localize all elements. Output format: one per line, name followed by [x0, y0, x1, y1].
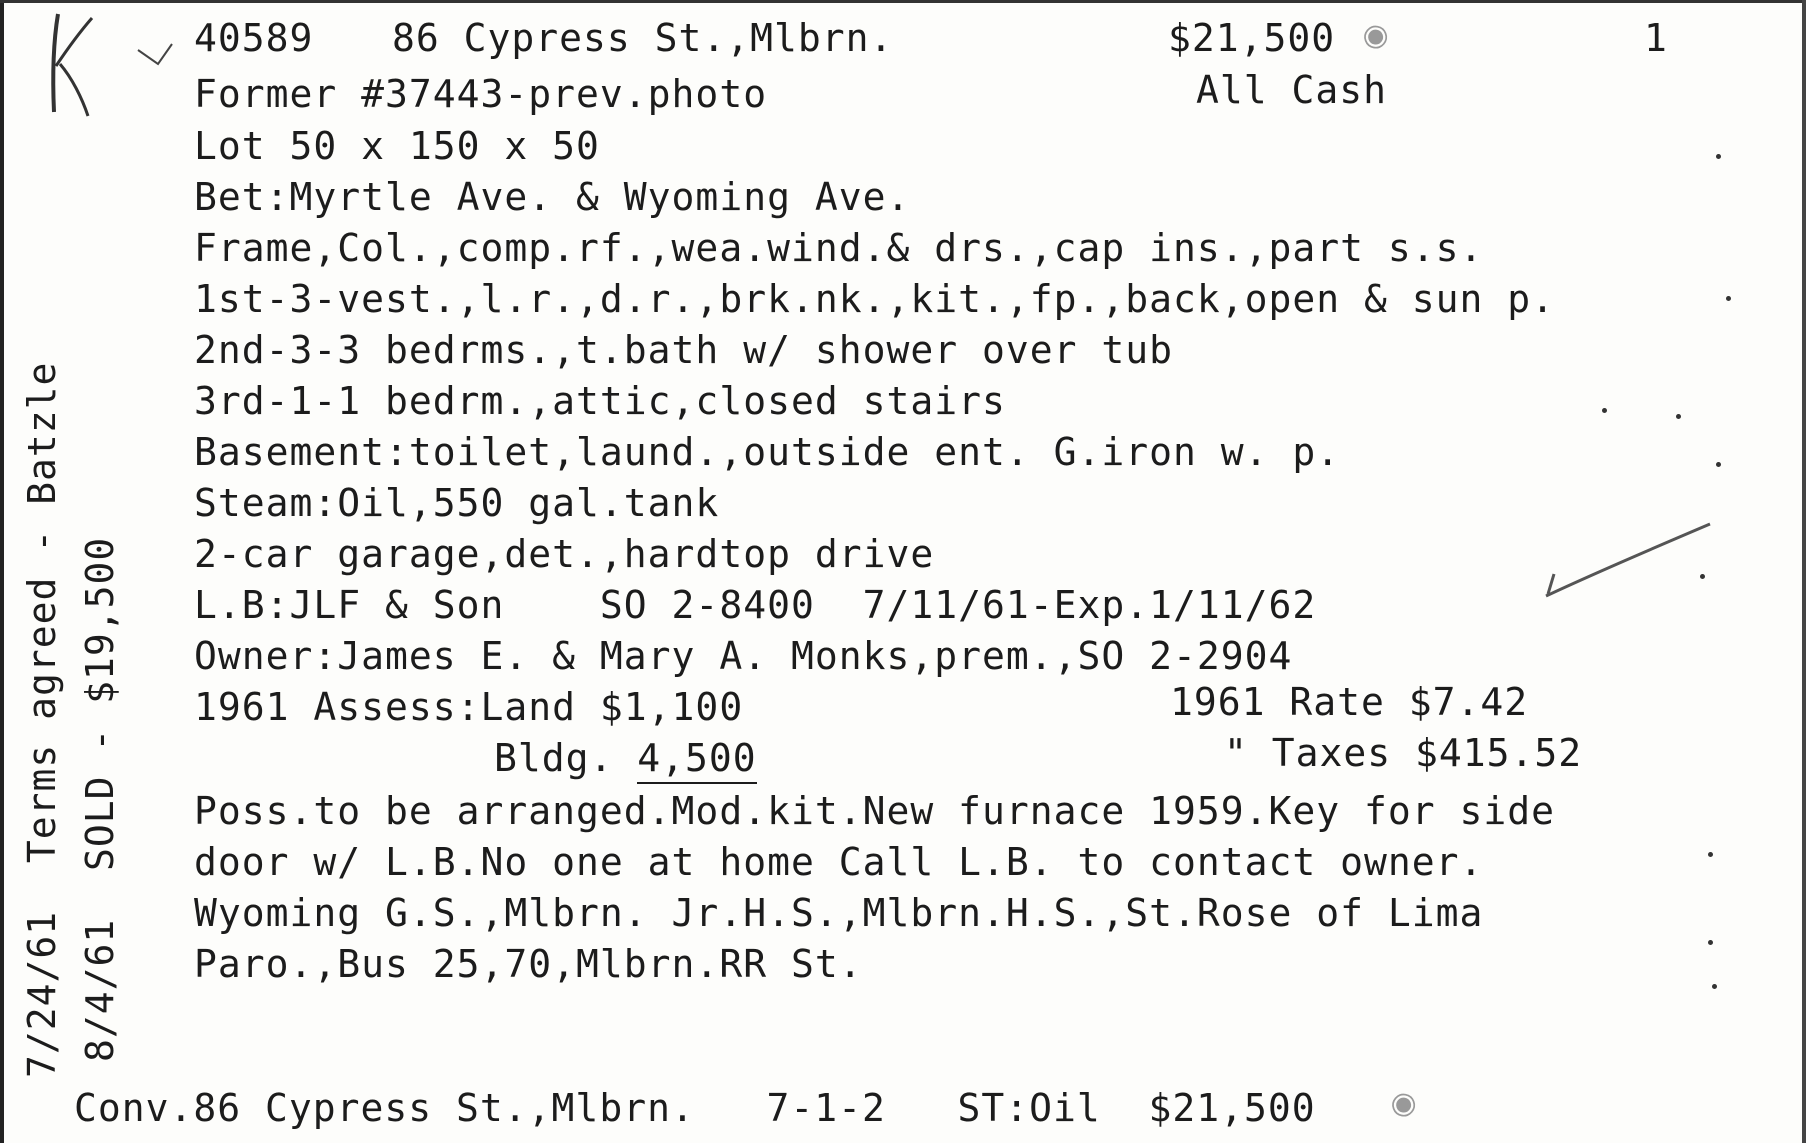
remarks-line-2: door w/ L.B.No one at home Call L.B. to contact owner.	[194, 840, 1484, 884]
listing-address: 86 Cypress St.,Mlbrn.	[392, 16, 894, 60]
speck	[1712, 984, 1717, 989]
bldg-value: 4,500	[637, 736, 756, 784]
footer-line: Conv.86 Cypress St.,Mlbrn. 7-1-2 ST:Oil $21,500	[74, 1086, 1316, 1130]
third-floor: 3rd-1-1 bedrm.,attic,closed stairs	[194, 379, 1006, 423]
cross-streets: Bet:Myrtle Ave. & Wyoming Ave.	[194, 175, 911, 219]
terms: All Cash	[1196, 68, 1388, 112]
listing-number: 40589	[194, 16, 314, 60]
taxes: " Taxes $415.52	[1224, 731, 1583, 775]
heating: Steam:Oil,550 gal.tank	[194, 481, 720, 525]
remarks-line-1: Poss.to be arranged.Mod.kit.New furnace 1959.Key for side	[194, 789, 1556, 833]
pen-stroke	[1540, 510, 1720, 610]
side-note-sold: 8/4/61 SOLD - $19,500	[78, 536, 122, 1062]
former-listing: Former #37443-prev.photo	[194, 72, 768, 116]
card-edge-top	[0, 0, 1806, 3]
second-floor: 2nd-3-3 bedrms.,t.bath w/ shower over tub	[194, 328, 1173, 372]
construction: Frame,Col.,comp.rf.,wea.wind.& drs.,cap ins.,part s.s.	[194, 226, 1484, 270]
schools-line-2: Paro.,Bus 25,70,Mlbrn.RR St.	[194, 942, 863, 986]
speck	[1716, 154, 1721, 159]
price-stamp-mark: ◉	[1357, 15, 1394, 56]
side-note-terms: 7/24/61 Terms agreed - Batzle	[20, 361, 64, 1078]
assessment-land: 1961 Assess:Land $1,100	[194, 685, 744, 729]
listing-price: $21,500	[1168, 16, 1336, 60]
footer-stamp-mark: ◉	[1385, 1083, 1422, 1124]
assessment-building	[494, 736, 757, 780]
garage: 2-car garage,det.,hardtop drive	[194, 532, 935, 576]
tax-rate: 1961 Rate $7.42	[1170, 680, 1529, 724]
owner: Owner:James E. & Mary A. Monks,prem.,SO 2-2904	[194, 634, 1293, 678]
speck	[1726, 296, 1731, 301]
listing-broker: L.B:JLF & Son SO 2-8400 7/11/61-Exp.1/11/62	[194, 583, 1317, 627]
card-edge-right	[1802, 0, 1806, 1143]
speck	[1700, 574, 1705, 579]
speck	[1708, 940, 1713, 945]
basement: Basement:toilet,laund.,outside ent. G.iron w. p.	[194, 430, 1341, 474]
card-number: 1	[1644, 16, 1668, 60]
speck	[1716, 462, 1721, 467]
bldg-label: Bldg.	[494, 736, 638, 780]
lot-size: Lot 50 x 150 x 50	[194, 124, 600, 168]
speck	[1602, 408, 1607, 413]
schools-line-1: Wyoming G.S.,Mlbrn. Jr.H.S.,Mlbrn.H.S.,St.Rose of Lima	[194, 891, 1484, 935]
speck	[1676, 414, 1681, 419]
speck	[1708, 852, 1713, 857]
card-edge-left	[0, 0, 4, 1143]
first-floor: 1st-3-vest.,l.r.,d.r.,brk.nk.,kit.,fp.,back,open & sun p.	[194, 277, 1556, 321]
handwritten-mark	[20, 8, 180, 128]
